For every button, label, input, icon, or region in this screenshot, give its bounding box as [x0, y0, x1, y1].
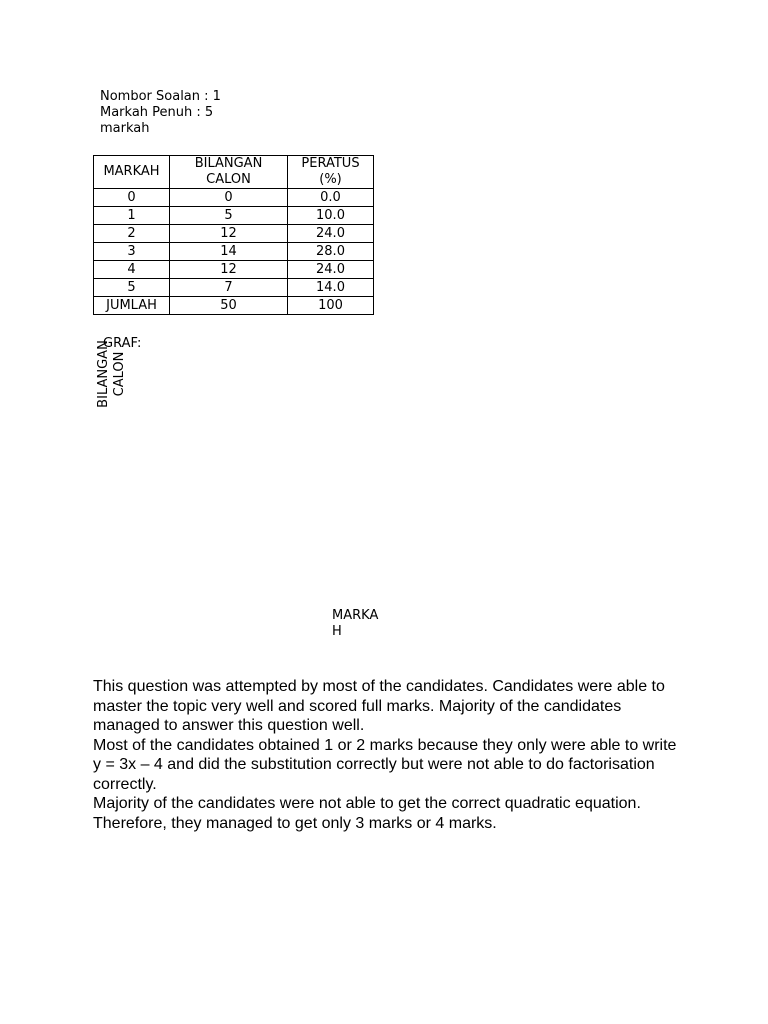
header-markah: MARKAH: [94, 156, 170, 189]
table-row: [94, 279, 374, 297]
commentary-paragraph: This question was attempted by most of the candidates. Candidates were able to master the topic very well and scored full marks. Majority of the candidates managed to answer this question well.: [93, 678, 665, 734]
cell-peratus: 24.0: [288, 261, 374, 279]
table-row: [94, 243, 374, 261]
y-axis-label-line2: CALON: [112, 351, 127, 397]
cell-bilangan: 12: [170, 225, 288, 243]
cell-peratus: 24.0: [288, 225, 374, 243]
cell-bilangan: 12: [170, 261, 288, 279]
table-row: [94, 189, 374, 207]
table-header-row: [94, 156, 374, 189]
cell-markah: 1: [94, 207, 170, 225]
cell-bilangan: 5: [170, 207, 288, 225]
cell-peratus: 0.0: [288, 189, 374, 207]
cell-markah: 3: [94, 243, 170, 261]
full-marks-unit: markah: [100, 121, 150, 136]
cell-peratus: 28.0: [288, 243, 374, 261]
question-header: [100, 89, 250, 137]
question-number: Nombor Soalan : 1: [100, 89, 221, 104]
header-bilangan-line2: CALON: [206, 172, 251, 187]
header-peratus-line2: (%): [319, 172, 342, 187]
commentary-paragraph: Majority of the candidates were not able to get the correct quadratic equation. Therefore, they managed to get only 3 marks or 4 marks.: [93, 795, 641, 832]
graph-label: GRAF:: [103, 336, 142, 351]
table-row: [94, 207, 374, 225]
total-label: JUMLAH: [94, 297, 170, 315]
graph-y-axis-label: [96, 338, 128, 410]
marks-distribution-table: [93, 155, 374, 315]
cell-markah: 0: [94, 189, 170, 207]
y-axis-label-line1: BILANGAN: [96, 340, 111, 408]
header-bilangan-line1: BILANGAN: [194, 156, 263, 171]
header-peratus-line1: PERATUS: [301, 156, 360, 171]
full-marks: Markah Penuh : 5: [100, 105, 214, 120]
total-peratus: 100: [288, 297, 374, 315]
cell-bilangan: 14: [170, 243, 288, 261]
graph-x-axis-label: MARKAH: [332, 608, 379, 639]
cell-bilangan: 7: [170, 279, 288, 297]
header-bilangan-calon: [170, 156, 288, 189]
cell-markah: 4: [94, 261, 170, 279]
header-peratus: [288, 156, 374, 189]
table-total-row: [94, 297, 374, 315]
table-row: [94, 261, 374, 279]
cell-peratus: 14.0: [288, 279, 374, 297]
examiner-commentary: [93, 677, 683, 833]
cell-markah: 2: [94, 225, 170, 243]
total-bilangan: 50: [170, 297, 288, 315]
commentary-paragraph: Most of the candidates obtained 1 or 2 marks because they only were able to write y = 3x – 4 and did the substitution correctly but were not able to do factorisation correctly.: [93, 736, 677, 793]
table-row: [94, 225, 374, 243]
cell-peratus: 10.0: [288, 207, 374, 225]
cell-markah: 5: [94, 279, 170, 297]
cell-bilangan: 0: [170, 189, 288, 207]
